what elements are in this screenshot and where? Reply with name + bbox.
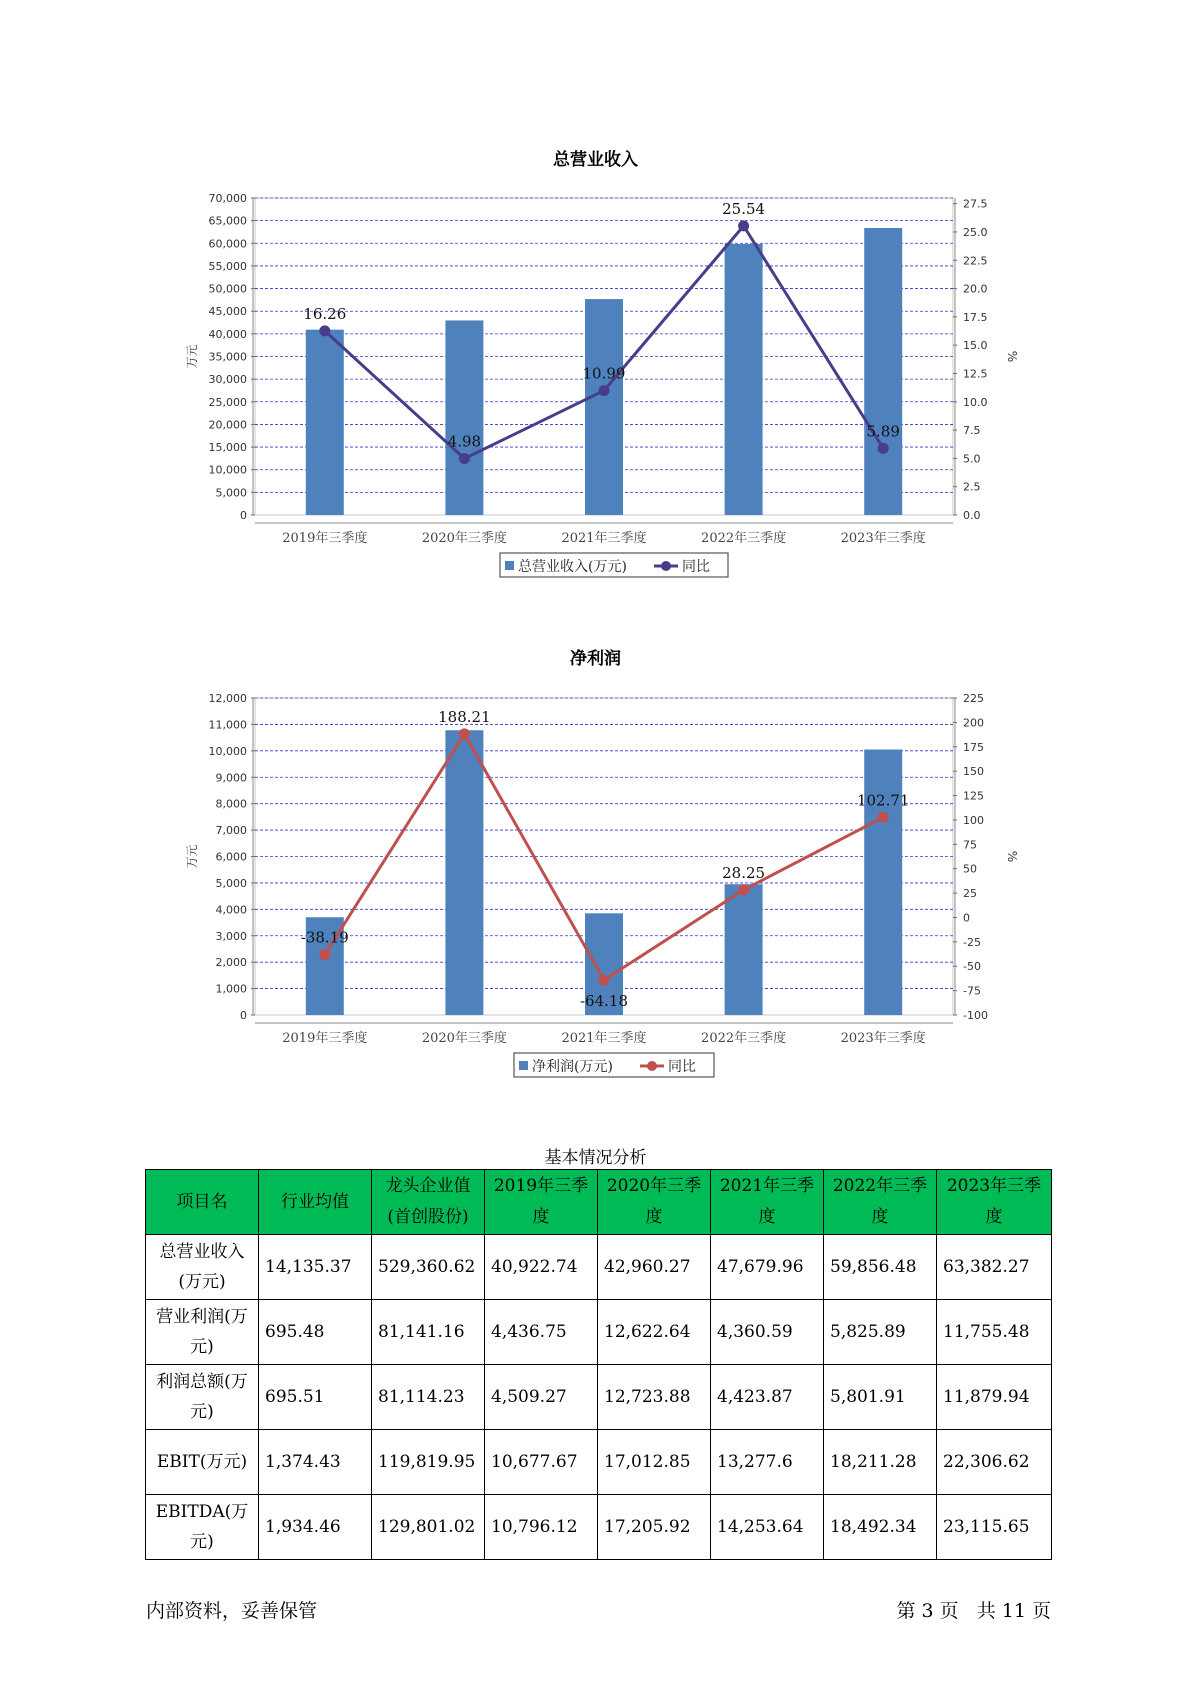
y-tick-label: 30,000 (208, 373, 247, 387)
x-tick-label: 2023年三季度 (840, 1031, 926, 1046)
value-cell: 10,796.12 (485, 1495, 598, 1560)
row-label-cell: 总营业收入(万元) (146, 1235, 259, 1300)
y2-tick-label: 200 (963, 716, 984, 730)
y-tick-label: 50,000 (208, 282, 247, 296)
y-tick-label: 45,000 (208, 305, 247, 319)
yoy-data-label: 188.21 (438, 707, 491, 726)
y2-tick-label: 175 (963, 740, 984, 754)
y2-tick-label: 0.0 (963, 509, 981, 522)
bar (725, 884, 763, 1015)
yoy-point (319, 949, 330, 960)
y-tick-label: 2,000 (215, 956, 247, 970)
table-header-cell: 2020年三季度 (598, 1170, 711, 1235)
legend-line-label: 同比 (668, 1059, 696, 1075)
y2-tick-label: 150 (963, 765, 984, 779)
y-tick-label: 15,000 (208, 441, 247, 455)
y2-axis-label: % (1005, 350, 1019, 363)
table-row (146, 1300, 1052, 1365)
value-cell: 12,723.88 (598, 1365, 711, 1430)
x-tick-label: 2020年三季度 (421, 531, 507, 546)
table-header-cell: 2022年三季度 (824, 1170, 937, 1235)
table-header-cell: 2021年三季度 (711, 1170, 824, 1235)
y-tick-label: 70,000 (208, 192, 247, 205)
yoy-point (878, 443, 889, 454)
y-tick-label: 7,000 (215, 824, 247, 838)
y-tick-label: 8,000 (215, 797, 247, 811)
legend-line-marker (647, 1061, 657, 1071)
value-cell: 5,825.89 (824, 1300, 937, 1365)
y2-tick-label: 20.0 (963, 282, 988, 296)
y2-tick-label: 100 (963, 813, 984, 827)
yoy-point (319, 325, 330, 336)
value-cell: 1,374.43 (259, 1430, 372, 1495)
value-cell: 14,253.64 (711, 1495, 824, 1560)
table-title: 基本情况分析 (544, 1148, 647, 1168)
y-tick-label: 5,000 (215, 876, 247, 890)
row-label-cell: EBITDA(万元) (146, 1495, 259, 1560)
table-header-cell: 行业均值 (259, 1170, 372, 1235)
legend-line-label: 同比 (682, 559, 710, 575)
value-cell: 14,135.37 (259, 1235, 372, 1300)
value-cell: 13,277.6 (711, 1430, 824, 1495)
y-tick-label: 1,000 (215, 982, 247, 996)
yoy-data-label: 4.98 (447, 432, 482, 451)
yoy-point (599, 975, 610, 986)
table-row (146, 1430, 1052, 1495)
table-row (146, 1365, 1052, 1430)
table-row (146, 1495, 1052, 1560)
value-cell: 23,115.65 (937, 1495, 1052, 1560)
footer-page-number: 第 3 页 共 11 页 (896, 1600, 1051, 1622)
bar (864, 228, 902, 515)
yoy-data-label: 28.25 (722, 863, 766, 882)
value-cell: 18,211.28 (824, 1430, 937, 1495)
yoy-point (738, 884, 749, 895)
chart2-title: 净利润 (570, 649, 621, 669)
yoy-data-label: 10.99 (582, 364, 626, 383)
yoy-data-label: -64.18 (579, 992, 629, 1011)
y-tick-label: 6,000 (215, 850, 247, 864)
value-cell: 1,934.46 (259, 1495, 372, 1560)
value-cell: 129,801.02 (372, 1495, 485, 1560)
y-tick-label: 20,000 (208, 418, 247, 432)
x-tick-label: 2022年三季度 (701, 531, 787, 546)
y2-axis-label: % (1005, 850, 1019, 863)
bar (725, 244, 763, 515)
value-cell: 10,677.67 (485, 1430, 598, 1495)
legend-bar-swatch (519, 1061, 528, 1070)
value-cell: 17,205.92 (598, 1495, 711, 1560)
y2-tick-label: 12.5 (963, 367, 988, 381)
legend-bar-label: 净利润(万元) (532, 1059, 613, 1075)
value-cell: 11,755.48 (937, 1300, 1052, 1365)
value-cell: 81,141.16 (372, 1300, 485, 1365)
footer-confidential: 内部资料，妥善保管 (146, 1600, 318, 1622)
table-header-cell: 龙头企业值(首创股份) (372, 1170, 485, 1235)
value-cell: 4,360.59 (711, 1300, 824, 1365)
y-tick-label: 10,000 (208, 744, 247, 758)
y2-tick-label: 25.0 (963, 225, 988, 239)
table-header-cell: 2023年三季度 (937, 1170, 1052, 1235)
legend-bar-label: 总营业收入(万元) (518, 559, 627, 575)
x-tick-label: 2021年三季度 (561, 1031, 647, 1046)
value-cell: 119,819.95 (372, 1430, 485, 1495)
y2-tick-label: 125 (963, 789, 984, 803)
x-tick-label: 2022年三季度 (701, 1031, 787, 1046)
yoy-point (459, 728, 470, 739)
value-cell: 63,382.27 (937, 1235, 1052, 1300)
y2-tick-label: -25 (963, 935, 981, 949)
value-cell: 5,801.91 (824, 1365, 937, 1430)
value-cell: 40,922.74 (485, 1235, 598, 1300)
value-cell: 42,960.27 (598, 1235, 711, 1300)
yoy-data-label: 102.71 (856, 791, 910, 810)
y2-tick-label: 50 (963, 862, 977, 876)
y2-tick-label: 2.5 (963, 480, 981, 494)
y-tick-label: 3,000 (215, 929, 247, 943)
y2-tick-label: 225 (963, 692, 984, 705)
basic-analysis-table (145, 1169, 1052, 1560)
y-tick-label: 55,000 (208, 259, 247, 273)
y-axis-label: 万元 (185, 344, 199, 369)
bar (445, 320, 483, 515)
x-tick-label: 2023年三季度 (840, 531, 926, 546)
row-label-cell: 利润总额(万元) (146, 1365, 259, 1430)
bar (306, 330, 344, 515)
value-cell: 529,360.62 (372, 1235, 485, 1300)
y2-tick-label: -100 (963, 1009, 988, 1022)
yoy-point (878, 812, 889, 823)
yoy-data-label: 5.89 (866, 422, 900, 441)
bar (445, 730, 483, 1015)
value-cell: 22,306.62 (937, 1430, 1052, 1495)
y-tick-label: 10,000 (208, 463, 247, 477)
yoy-point (599, 385, 610, 396)
value-cell: 12,622.64 (598, 1300, 711, 1365)
y-tick-label: 5,000 (215, 486, 247, 500)
y-tick-label: 0 (240, 509, 247, 522)
yoy-data-label: 25.54 (722, 199, 766, 218)
chart1-title: 总营业收入 (553, 150, 638, 170)
y2-tick-label: -50 (963, 960, 981, 974)
x-tick-label: 2019年三季度 (282, 1031, 368, 1046)
y2-tick-label: 22.5 (963, 254, 988, 268)
y2-tick-label: 27.5 (963, 197, 988, 211)
value-cell: 4,436.75 (485, 1300, 598, 1365)
y-tick-label: 11,000 (208, 718, 247, 732)
bar (585, 299, 623, 515)
yoy-point (738, 220, 749, 231)
y2-tick-label: 15.0 (963, 339, 988, 353)
value-cell: 59,856.48 (824, 1235, 937, 1300)
y2-tick-label: 7.5 (963, 424, 981, 438)
y-tick-label: 9,000 (215, 771, 247, 785)
y2-tick-label: 75 (963, 838, 977, 852)
value-cell: 4,423.87 (711, 1365, 824, 1430)
table-header-cell: 2019年三季度 (485, 1170, 598, 1235)
x-tick-label: 2019年三季度 (282, 531, 368, 546)
y2-tick-label: 5.0 (963, 452, 981, 466)
y-tick-label: 65,000 (208, 214, 247, 228)
value-cell: 11,879.94 (937, 1365, 1052, 1430)
x-tick-label: 2020年三季度 (421, 1031, 507, 1046)
value-cell: 18,492.34 (824, 1495, 937, 1560)
y-tick-label: 12,000 (208, 692, 247, 705)
value-cell: 4,509.27 (485, 1365, 598, 1430)
y-tick-label: 35,000 (208, 350, 247, 364)
value-cell: 81,114.23 (372, 1365, 485, 1430)
bar (864, 750, 902, 1015)
value-cell: 695.48 (259, 1300, 372, 1365)
revenue-chart (0, 170, 1191, 600)
y2-tick-label: 17.5 (963, 310, 988, 324)
yoy-data-label: -38.19 (300, 928, 349, 947)
y2-tick-label: -75 (963, 984, 981, 998)
legend-bar-swatch (505, 561, 514, 570)
y-axis-label: 万元 (185, 844, 199, 869)
value-cell: 695.51 (259, 1365, 372, 1430)
y-tick-label: 40,000 (208, 327, 247, 341)
y-tick-label: 0 (240, 1009, 247, 1022)
y-tick-label: 60,000 (208, 237, 247, 251)
y2-tick-label: 0 (963, 911, 970, 925)
y2-tick-label: 25 (963, 887, 977, 901)
y-tick-label: 25,000 (208, 395, 247, 409)
legend-line-marker (661, 561, 671, 571)
row-label-cell: EBIT(万元) (146, 1430, 259, 1495)
yoy-point (459, 453, 470, 464)
table-header-cell: 项目名 (146, 1170, 259, 1235)
y2-tick-label: 10.0 (963, 395, 988, 409)
y-tick-label: 4,000 (215, 903, 247, 917)
yoy-data-label: 16.26 (303, 304, 347, 323)
table-header-row (146, 1170, 1052, 1235)
table-row (146, 1235, 1052, 1300)
x-tick-label: 2021年三季度 (561, 531, 647, 546)
net-profit-chart (0, 670, 1191, 1100)
row-label-cell: 营业利润(万元) (146, 1300, 259, 1365)
value-cell: 17,012.85 (598, 1430, 711, 1495)
value-cell: 47,679.96 (711, 1235, 824, 1300)
